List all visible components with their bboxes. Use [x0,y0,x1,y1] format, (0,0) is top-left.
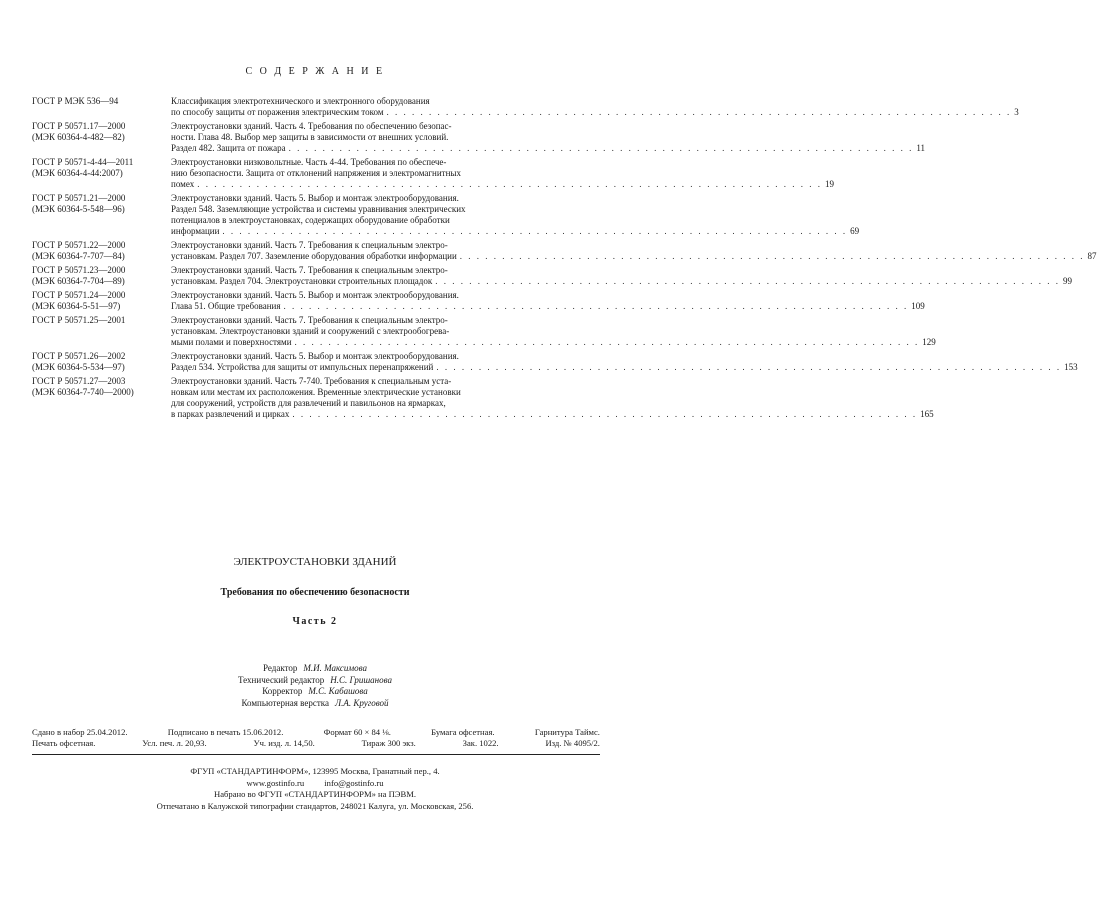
toc-description [171,315,936,348]
toc-page-number[interactable]: 3 [1014,107,1019,117]
imprint-edit-sheets: Уч. изд. л. 14,50. [253,738,315,748]
toc-last-line [171,251,1097,262]
credit-role: Компьютерная верстка [241,697,330,708]
toc-page-number[interactable]: 129 [922,337,936,347]
toc-description-line: Электроустановки зданий. Часть 5. Выбор и монтаж электрооборудования. [171,351,459,361]
toc-description-line: Электроустановки зданий. Часть 7. Требования к специальным электро- [171,265,448,275]
toc-description-line: установкам. Раздел 704. Электроустановки строительных площадок [171,276,433,286]
toc-standard-code: ГОСТ Р 50571.27—2003 (МЭК 60364-7-740—2000) [32,376,134,397]
toc-standard-code: ГОСТ Р 50571-4-44—2011 (МЭК 60364-4-44:2007) [32,157,134,178]
toc-description [171,193,859,237]
publisher-info [0,766,630,812]
credit-row [0,698,630,710]
toc-entry[interactable] [32,96,1019,118]
toc-description [171,96,1019,118]
imprint-order: Зак. 1022. [462,738,499,748]
toc-standard-code: ГОСТ Р 50571.23—2000 (МЭК 60364-7-704—89) [32,265,126,286]
toc-last-line [171,143,925,154]
publisher-print-note: Отпечатано в Калужской типографии стандартов, 248021 Калуга, ул. Московская, 256. [156,800,474,811]
toc-description-line: нию безопасности. Защита от отклонений напряжения и электромагнитных [171,168,461,178]
toc-last-line [171,337,936,348]
imprint-signed-date: Подписано в печать 15.06.2012. [167,727,284,737]
print-imprint [32,727,600,749]
toc-description-line: потенциалов в электроустановках, содержащих оборудование обработки [171,215,450,225]
toc-leader-dots [460,251,1085,262]
toc-description-line: информации [171,226,220,236]
toc-description-line: Электроустановки низковольтные. Часть 4-44. Требования по обеспече- [171,157,447,167]
toc-page-number[interactable]: 165 [920,409,934,419]
toc-standard-code: ГОСТ Р 50571.25—2001 [32,315,126,325]
imprint-printing: Печать офсетная. [32,738,96,748]
toc-description-line: в парках развлечений и цирках [171,409,290,419]
publisher-email[interactable]: info@gostinfo.ru [324,777,384,788]
toc-leader-dots [292,409,917,420]
toc-entry[interactable] [32,265,1072,287]
toc-description-line: ности. Глава 48. Выбор мер защиты в зависимости от внешних условий. [171,132,449,142]
toc-description [171,121,925,154]
toc-description-line: Раздел 482. Защита от пожара [171,143,286,153]
imprint-circulation: Тираж 300 экз. [361,738,416,748]
toc-last-line [171,179,834,190]
imprint-typeface: Гарнитура Таймс. [534,727,600,737]
imprint-line-1 [32,727,600,738]
toc-description [171,290,925,312]
toc-description [171,265,1072,287]
toc-leader-dots [222,226,847,237]
imprint-typeset-date: Сдано в набор 25.04.2012. [32,727,128,737]
document-title: ЭЛЕКТРОУСТАНОВКИ ЗДАНИЙ [233,556,397,568]
toc-last-line [171,409,934,420]
imprint-paper: Бумага офсетная. [431,727,495,737]
toc-description-line: Раздел 534. Устройства для защиты от импульсных перенапряжений [171,362,434,372]
toc-entry[interactable] [32,193,860,237]
toc-leader-dots [289,143,914,154]
imprint-print-sheets: Усл. печ. л. 20,93. [142,738,207,748]
toc-description [171,240,1097,262]
publisher-typeset-note: Набрано во ФГУП «СТАНДАРТИНФОРМ» на ПЭВМ. [214,789,416,799]
toc-description-line: Электроустановки зданий. Часть 7. Требования к специальным электро- [171,240,448,250]
credit-name: М.С. Кабашова [308,686,368,696]
credit-role: Технический редактор [238,674,325,685]
toc-standard-code: ГОСТ Р 50571.26—2002 (МЭК 60364-5-534—97) [32,351,126,372]
toc-description-line: мыми полами и поверхностями [171,337,292,347]
toc-leader-dots [197,179,822,190]
toc-standard-code: ГОСТ Р 50571.24—2000 (МЭК 60364-5-51—97) [32,290,126,311]
toc-leader-dots [436,362,1061,373]
toc-standard-code: ГОСТ Р МЭК 536—94 [32,96,119,106]
table-of-contents [32,96,1097,423]
toc-description [171,157,834,190]
toc-standard-code: ГОСТ Р 50571.21—2000 (МЭК 60364-5-548—96) [32,193,126,214]
imprint-edition: Изд. № 4095/2. [545,738,600,748]
credit-name: Н.С. Гришанова [330,674,392,685]
toc-entry[interactable] [32,315,936,348]
toc-description-line: установкам. Электроустановки зданий и сооружений с электрообогрева- [171,326,450,336]
toc-entry[interactable] [32,290,925,312]
toc-page-number[interactable]: 99 [1062,276,1072,286]
publisher-website[interactable]: www.gostinfo.ru [246,777,305,788]
toc-entry[interactable] [32,351,1078,373]
toc-description-line: Электроустановки зданий. Часть 7-740. Требования к специальным уста- [171,376,452,386]
toc-description [171,351,1078,373]
credit-name: Л.А. Круговой [335,697,389,708]
credit-row [0,686,630,698]
toc-leader-dots [295,337,920,348]
toc-description [171,376,934,420]
credit-role: Редактор [263,663,298,673]
divider [32,754,600,755]
credit-row [0,663,630,675]
toc-page-number[interactable]: 19 [824,179,834,189]
toc-leader-dots [283,301,908,312]
toc-entry[interactable] [32,121,926,154]
toc-description-line: Классификация электротехнического и электронного оборудования [171,96,430,106]
document-part: Часть 2 [292,616,338,627]
toc-description-line: помех [171,179,195,189]
contents-heading: С О Д Е Р Ж А Н И Е [245,66,385,77]
toc-last-line [171,301,925,312]
toc-description-line: установкам. Раздел 707. Заземление оборудования обработки информации [171,251,457,261]
toc-entry[interactable] [32,157,834,190]
toc-leader-dots [387,107,1012,118]
toc-description-line: Электроустановки зданий. Часть 5. Выбор и монтаж электрооборудования. [171,193,459,203]
toc-description-line: Электроустановки зданий. Часть 7. Требования к специальным электро- [171,315,448,325]
toc-last-line [171,362,1078,373]
imprint-format: Формат 60 × 84 ⅛. [323,727,391,737]
document-subtitle: Требования по обеспечению безопасности [220,587,410,598]
toc-standard-code: ГОСТ Р 50571.22—2000 (МЭК 60364-7-707—84) [32,240,126,261]
imprint-line-2 [32,738,600,749]
toc-last-line [171,226,859,237]
toc-page-number[interactable]: 109 [911,301,925,311]
toc-page-number[interactable]: 87 [1087,251,1097,261]
toc-page-number[interactable]: 69 [850,226,860,236]
editorial-credits [0,663,630,709]
toc-description-line: по способу защиты от поражения электрическим током [171,107,384,117]
toc-description-line: Электроустановки зданий. Часть 4. Требования по обеспечению безопас- [171,121,452,131]
toc-page-number[interactable]: 153 [1064,362,1078,372]
publisher-address: ФГУП «СТАНДАРТИНФОРМ», 123995 Москва, Гранатный пер., 4. [190,766,440,776]
toc-last-line [171,107,1019,118]
toc-entry[interactable] [32,240,1097,262]
toc-description-line: Глава 51. Общие требования [171,301,281,311]
credit-role: Корректор [262,686,303,696]
toc-description-line: новкам или местам их расположения. Временные электрические установки [171,387,461,397]
credit-name: М.И. Максимова [303,663,367,673]
toc-page-number[interactable]: 11 [916,143,926,153]
credit-row [0,675,630,687]
toc-last-line [171,276,1072,287]
toc-entry[interactable] [32,376,934,420]
toc-standard-code: ГОСТ Р 50571.17—2000 (МЭК 60364-4-482—82) [32,121,126,142]
toc-leader-dots [435,276,1060,287]
publisher-contacts [0,778,630,790]
toc-description-line: для сооружений, устройств для развлечений и павильонов на ярмарках, [171,398,446,408]
toc-description-line: Раздел 548. Заземляющие устройства и системы уравнивания электрических [171,204,466,214]
toc-description-line: Электроустановки зданий. Часть 5. Выбор и монтаж электрооборудования. [171,290,459,300]
